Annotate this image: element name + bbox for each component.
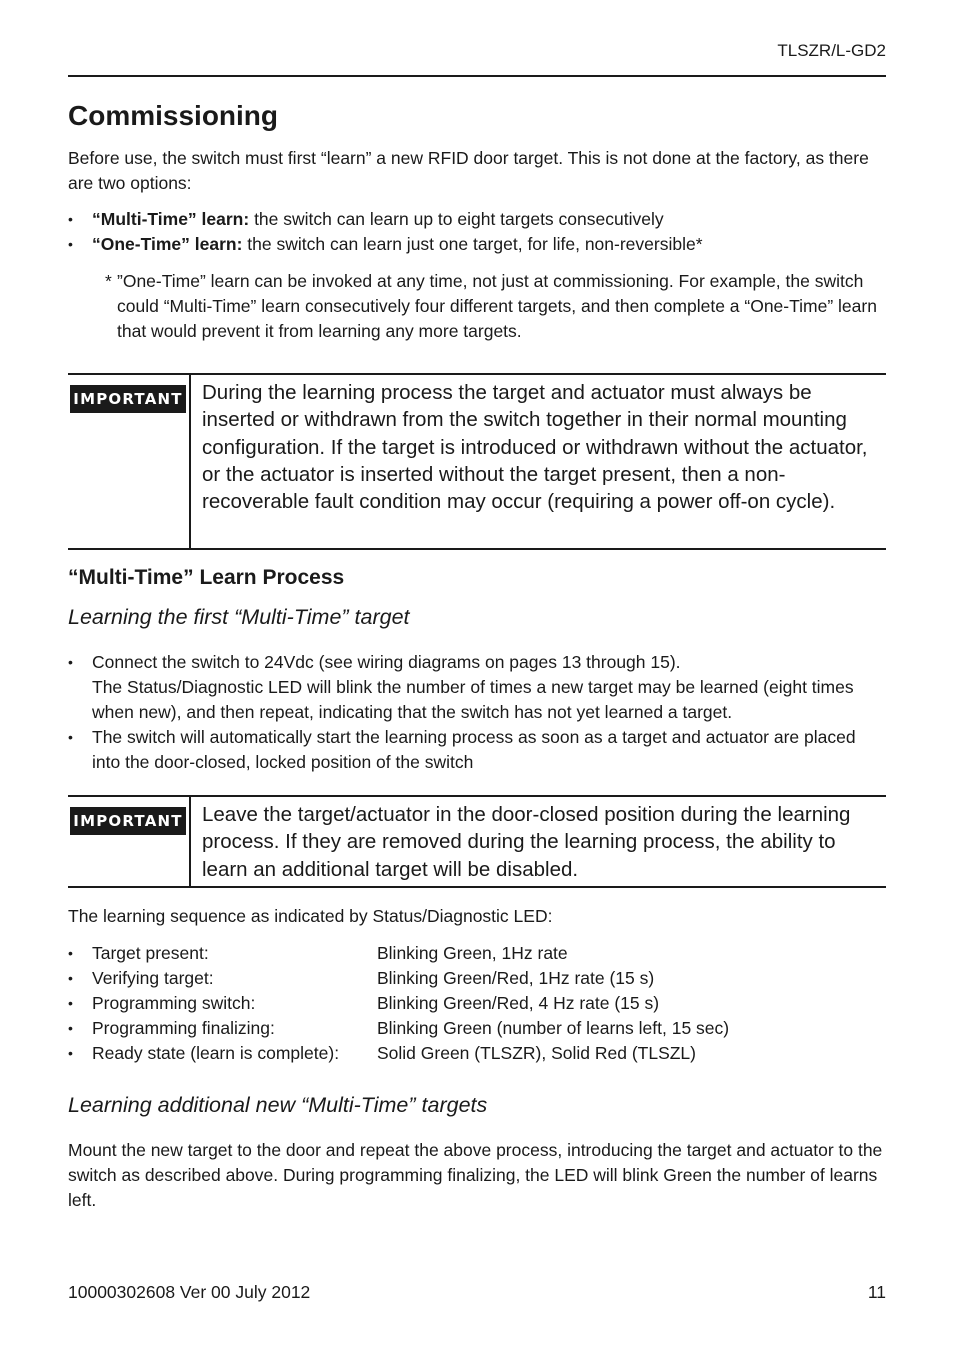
notice-divider: [189, 375, 191, 548]
led-state: • Target present:: [92, 943, 209, 963]
important-notice-text: During the learning process the target and actuator must always be inserted or withdrawn from the switch together in their normal mounting configuration. If the target is introduced or withdrawn without the actuator, or the actuator is inserted without the target present, then a non-recoverable fault condition may occur (requiring a power off-on cycle).: [202, 381, 868, 514]
led-state: • Programming finalizing:: [92, 1018, 275, 1038]
heading-additional-targets: Learning additional new “Multi-Time” targets: [68, 1093, 488, 1117]
step-text: The switch will automatically start the learning process as soon as a target and actuator are placed into the door-closed, locked position of the switch: [92, 727, 856, 772]
led-indication: Blinking Green/Red, 1Hz rate (15 s): [377, 968, 655, 988]
option-label: “Multi-Time” learn:: [92, 209, 250, 229]
led-sequence-row: [68, 1016, 886, 1041]
led-sequence-row: [68, 941, 886, 966]
header-document-code: TLSZR/L-GD2: [777, 41, 886, 60]
led-sequence-list: [68, 941, 886, 1066]
footer-document-number: 10000302608 Ver 00 July 2012: [68, 1282, 311, 1302]
important-notice-learning-process: [68, 373, 886, 550]
led-state: • Verifying target:: [92, 968, 214, 988]
learn-option-multi-time: [68, 207, 886, 232]
learn-step: [68, 725, 886, 775]
header-rule: [68, 75, 886, 77]
important-notice-text: Leave the target/actuator in the door-closed position during the learning process. If they are removed during the learning process, the ability to learn an additional target will be disabled.: [202, 803, 851, 881]
learn-option-one-time: [68, 232, 886, 257]
important-badge: IMPORTANT: [70, 385, 186, 413]
learn-step: [68, 650, 886, 725]
manual-page: [68, 0, 886, 1352]
footnote-text: ”One-Time” learn can be invoked at any time, not just at commissioning. For example, the switch could “Multi-Time” learn consecutively four different targets, and then complete a “One-Time” learn that would prevent it from learning any more targets.: [117, 271, 877, 341]
step-text: Connect the switch to 24Vdc (see wiring diagrams on pages 13 through 15).: [92, 652, 681, 672]
footnote: [105, 269, 898, 344]
led-sequence-row: [68, 991, 886, 1016]
led-indication: Blinking Green/Red, 4 Hz rate (15 s): [377, 993, 660, 1013]
led-state: • Programming switch:: [92, 993, 256, 1013]
commissioning-intro: Before use, the switch must first “learn” a new RFID door target. This is not done at the factory, as there are two options:: [68, 148, 869, 193]
step-detail: The Status/Diagnostic LED will blink the number of times a new target may be learned (eight times when new), and then repeat, indicating that the switch has not yet learned a target.: [92, 677, 854, 722]
led-sequence-row: [68, 966, 886, 991]
led-sequence-intro: The learning sequence as indicated by Status/Diagnostic LED:: [68, 906, 553, 926]
option-label: “One-Time” learn:: [92, 234, 243, 254]
page-number: 11: [867, 1282, 886, 1302]
important-notice-door-closed: [68, 795, 886, 888]
led-sequence-row: [68, 1041, 886, 1066]
option-description: the switch can learn up to eight targets consecutively: [249, 209, 664, 229]
section-title-commissioning: Commissioning: [68, 100, 279, 131]
heading-first-target: Learning the first “Multi-Time” target: [68, 605, 410, 629]
footnote-marker: *: [105, 271, 112, 291]
led-indication: Solid Green (TLSZR), Solid Red (TLSZL): [377, 1043, 696, 1063]
led-state: • Ready state (learn is complete):: [92, 1043, 340, 1063]
learn-steps-list: [68, 650, 886, 775]
important-badge: IMPORTANT: [70, 807, 186, 835]
subsection-title-multi-time: “Multi-Time” Learn Process: [68, 566, 345, 589]
learn-options-list: [68, 207, 886, 257]
option-description: the switch can learn just one target, for life, non-reversible*: [242, 234, 703, 254]
led-indication: Blinking Green (number of learns left, 15 sec): [377, 1018, 730, 1038]
led-indication: Blinking Green, 1Hz rate: [377, 943, 568, 963]
additional-targets-text: Mount the new target to the door and repeat the above process, introducing the target and actuator to the switch as described above. During programming finalizing, the LED will blink Green the number of learns left.: [68, 1140, 883, 1210]
notice-divider: [189, 797, 191, 886]
